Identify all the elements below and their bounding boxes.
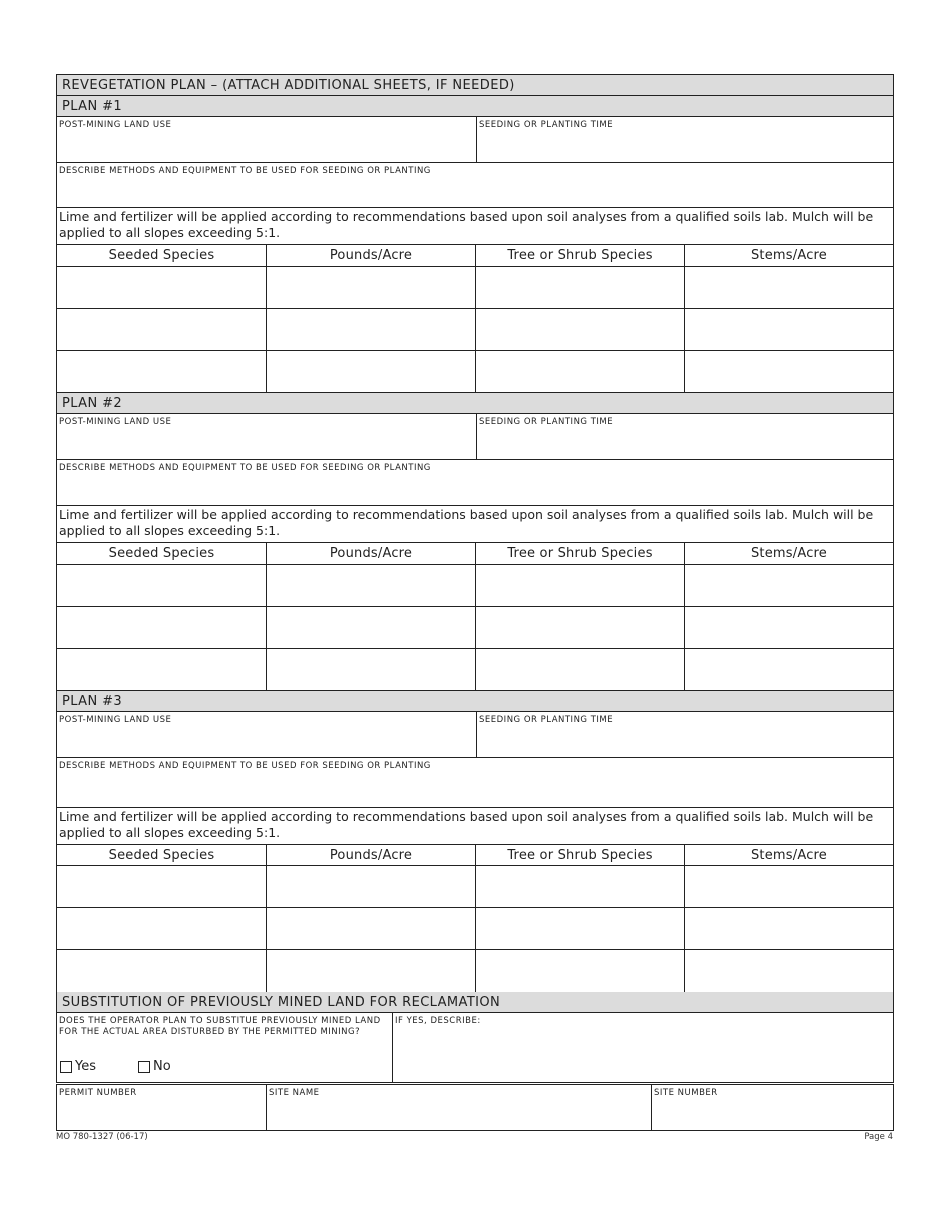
pounds-acre-cell[interactable] (266, 866, 475, 907)
lime-fertilizer-note: Lime and fertilizer will be applied according to recommendations based upon soil analyses from a qualified soils lab. Mulch will be applied to all slopes exceeding 5:1. (59, 809, 874, 840)
seeding-time-field[interactable] (476, 712, 893, 757)
substitution-header (56, 992, 894, 1013)
post-mining-land-use-field[interactable] (57, 414, 476, 459)
stems-acre-cell[interactable] (684, 649, 893, 690)
tree-shrub-species-cell[interactable] (475, 309, 684, 350)
page-number: Page 4 (864, 1132, 893, 1142)
methods-field[interactable] (57, 460, 893, 505)
column-header: Stems/Acre (684, 245, 893, 266)
tree-shrub-species-cell[interactable] (475, 267, 684, 308)
site-name-field[interactable] (266, 1085, 651, 1130)
substitution-title: SUBSTITUTION OF PREVIOUSLY MINED LAND FOR RECLAMATION (62, 994, 501, 1010)
plan-3 (56, 691, 894, 992)
post-mining-land-use-field[interactable] (57, 712, 476, 757)
table-row (56, 267, 894, 309)
seeded-species-cell[interactable] (57, 950, 266, 992)
stems-acre-cell[interactable] (684, 607, 893, 648)
column-header: Seeded Species (108, 546, 215, 561)
plan-fields-row (56, 414, 894, 460)
stems-acre-cell[interactable] (684, 565, 893, 606)
column-header: Seeded Species (108, 248, 215, 263)
field-label: SEEDING OR PLANTING TIME (479, 120, 614, 130)
section-title: REVEGETATION PLAN – (ATTACH ADDITIONAL SHEETS, IF NEEDED) (62, 77, 515, 93)
seeded-species-cell[interactable] (57, 309, 266, 350)
seeded-species-cell[interactable] (57, 866, 266, 907)
describe-field[interactable] (392, 1013, 893, 1082)
column-header: Pounds/Acre (266, 245, 475, 266)
table-row (56, 565, 894, 607)
table-row (56, 866, 894, 908)
seeding-time-field[interactable] (476, 414, 893, 459)
tree-shrub-species-cell[interactable] (475, 950, 684, 992)
pounds-acre-cell[interactable] (266, 351, 475, 392)
plan-fields-row (56, 117, 894, 163)
tree-shrub-species-cell[interactable] (475, 565, 684, 606)
field-label: PERMIT NUMBER (59, 1088, 137, 1098)
column-header: Stems/Acre (684, 543, 893, 564)
species-header-row (56, 543, 894, 565)
column-header: Pounds/Acre (266, 845, 475, 865)
site-info-row (56, 1084, 894, 1131)
species-header-row (56, 845, 894, 866)
column-header: Stems/Acre (684, 845, 893, 865)
tree-shrub-species-cell[interactable] (475, 908, 684, 949)
plan-header (56, 393, 894, 414)
column-header: Tree or Shrub Species (475, 543, 684, 564)
stems-acre-cell[interactable] (684, 950, 893, 992)
yes-option[interactable] (60, 1059, 96, 1074)
lime-fertilizer-note: Lime and fertilizer will be applied according to recommendations based upon soil analyses from a qualified soils lab. Mulch will be applied to all slopes exceeding 5:1. (59, 209, 874, 240)
substitution-question: DOES THE OPERATOR PLAN TO SUBSTITUE PREVIOUSLY MINED LAND FOR THE ACTUAL AREA DISTURBED BY THE PERMITTED MINING? (59, 1016, 381, 1037)
pounds-acre-cell[interactable] (266, 950, 475, 992)
tree-shrub-species-cell[interactable] (475, 351, 684, 392)
methods-field[interactable] (57, 163, 893, 207)
tree-shrub-species-cell[interactable] (475, 607, 684, 648)
table-row (56, 351, 894, 393)
field-label: POST-MINING LAND USE (59, 120, 172, 130)
field-label: SITE NAME (269, 1088, 320, 1098)
substitution-row (56, 1013, 894, 1083)
pounds-acre-cell[interactable] (266, 908, 475, 949)
field-label: DESCRIBE METHODS AND EQUIPMENT TO BE USED FOR SEEDING OR PLANTING (59, 166, 431, 176)
substitution-question-cell (57, 1013, 392, 1082)
methods-row (56, 460, 894, 506)
plan-header (56, 96, 894, 117)
stems-acre-cell[interactable] (684, 351, 893, 392)
column-header: Seeded Species (108, 847, 215, 863)
seeding-time-field[interactable] (476, 117, 893, 162)
methods-field[interactable] (57, 758, 893, 807)
column-header: Pounds/Acre (266, 543, 475, 564)
no-option[interactable] (138, 1059, 171, 1074)
plan-header (56, 691, 894, 712)
seeded-species-cell[interactable] (57, 351, 266, 392)
pounds-acre-cell[interactable] (266, 267, 475, 308)
column-header: Tree or Shrub Species (475, 845, 684, 865)
field-label: POST-MINING LAND USE (59, 417, 172, 427)
plan-label: PLAN #3 (62, 693, 123, 709)
stems-acre-cell[interactable] (684, 309, 893, 350)
field-label: SEEDING OR PLANTING TIME (479, 417, 614, 427)
column-header: Tree or Shrub Species (475, 245, 684, 266)
field-label: SITE NUMBER (654, 1088, 718, 1098)
seeded-species-cell[interactable] (57, 607, 266, 648)
note-row (56, 506, 894, 543)
field-label: DESCRIBE METHODS AND EQUIPMENT TO BE USED FOR SEEDING OR PLANTING (59, 463, 431, 473)
table-row (56, 649, 894, 691)
note-row (56, 208, 894, 245)
table-row (56, 309, 894, 351)
species-header-row (56, 245, 894, 267)
plan-1 (56, 96, 894, 393)
pounds-acre-cell[interactable] (266, 607, 475, 648)
lime-fertilizer-note: Lime and fertilizer will be applied according to recommendations based upon soil analyses from a qualified soils lab. Mulch will be applied to all slopes exceeding 5:1. (59, 507, 874, 538)
pounds-acre-cell[interactable] (266, 565, 475, 606)
note-row (56, 808, 894, 845)
tree-shrub-species-cell[interactable] (475, 649, 684, 690)
seeded-species-cell[interactable] (57, 908, 266, 949)
post-mining-land-use-field[interactable] (57, 117, 476, 162)
yes-no-options (60, 1059, 213, 1074)
field-label: IF YES, DESCRIBE: (395, 1016, 481, 1026)
no-label: No (153, 1059, 171, 1074)
no-checkbox[interactable] (138, 1061, 150, 1073)
stems-acre-cell[interactable] (684, 267, 893, 308)
table-row (56, 950, 894, 992)
tree-shrub-species-cell[interactable] (475, 866, 684, 907)
pounds-acre-cell[interactable] (266, 309, 475, 350)
seeded-species-cell[interactable] (57, 565, 266, 606)
table-row (56, 908, 894, 950)
pounds-acre-cell[interactable] (266, 649, 475, 690)
methods-row (56, 758, 894, 808)
field-label: POST-MINING LAND USE (59, 715, 172, 725)
section-header (56, 74, 894, 96)
methods-row (56, 163, 894, 208)
plan-label: PLAN #2 (62, 395, 123, 411)
yes-checkbox[interactable] (60, 1061, 72, 1073)
plan-label: PLAN #1 (62, 98, 123, 114)
revegetation-form (56, 74, 894, 1131)
permit-number-field[interactable] (57, 1085, 266, 1130)
plan-fields-row (56, 712, 894, 758)
stems-acre-cell[interactable] (684, 866, 893, 907)
seeded-species-cell[interactable] (57, 267, 266, 308)
site-number-field[interactable] (651, 1085, 893, 1130)
yes-label: Yes (75, 1059, 96, 1074)
field-label: DESCRIBE METHODS AND EQUIPMENT TO BE USED FOR SEEDING OR PLANTING (59, 761, 431, 771)
form-number: MO 780-1327 (06-17) (56, 1132, 148, 1142)
table-row (56, 607, 894, 649)
field-label: SEEDING OR PLANTING TIME (479, 715, 614, 725)
plan-2 (56, 393, 894, 691)
seeded-species-cell[interactable] (57, 649, 266, 690)
stems-acre-cell[interactable] (684, 908, 893, 949)
